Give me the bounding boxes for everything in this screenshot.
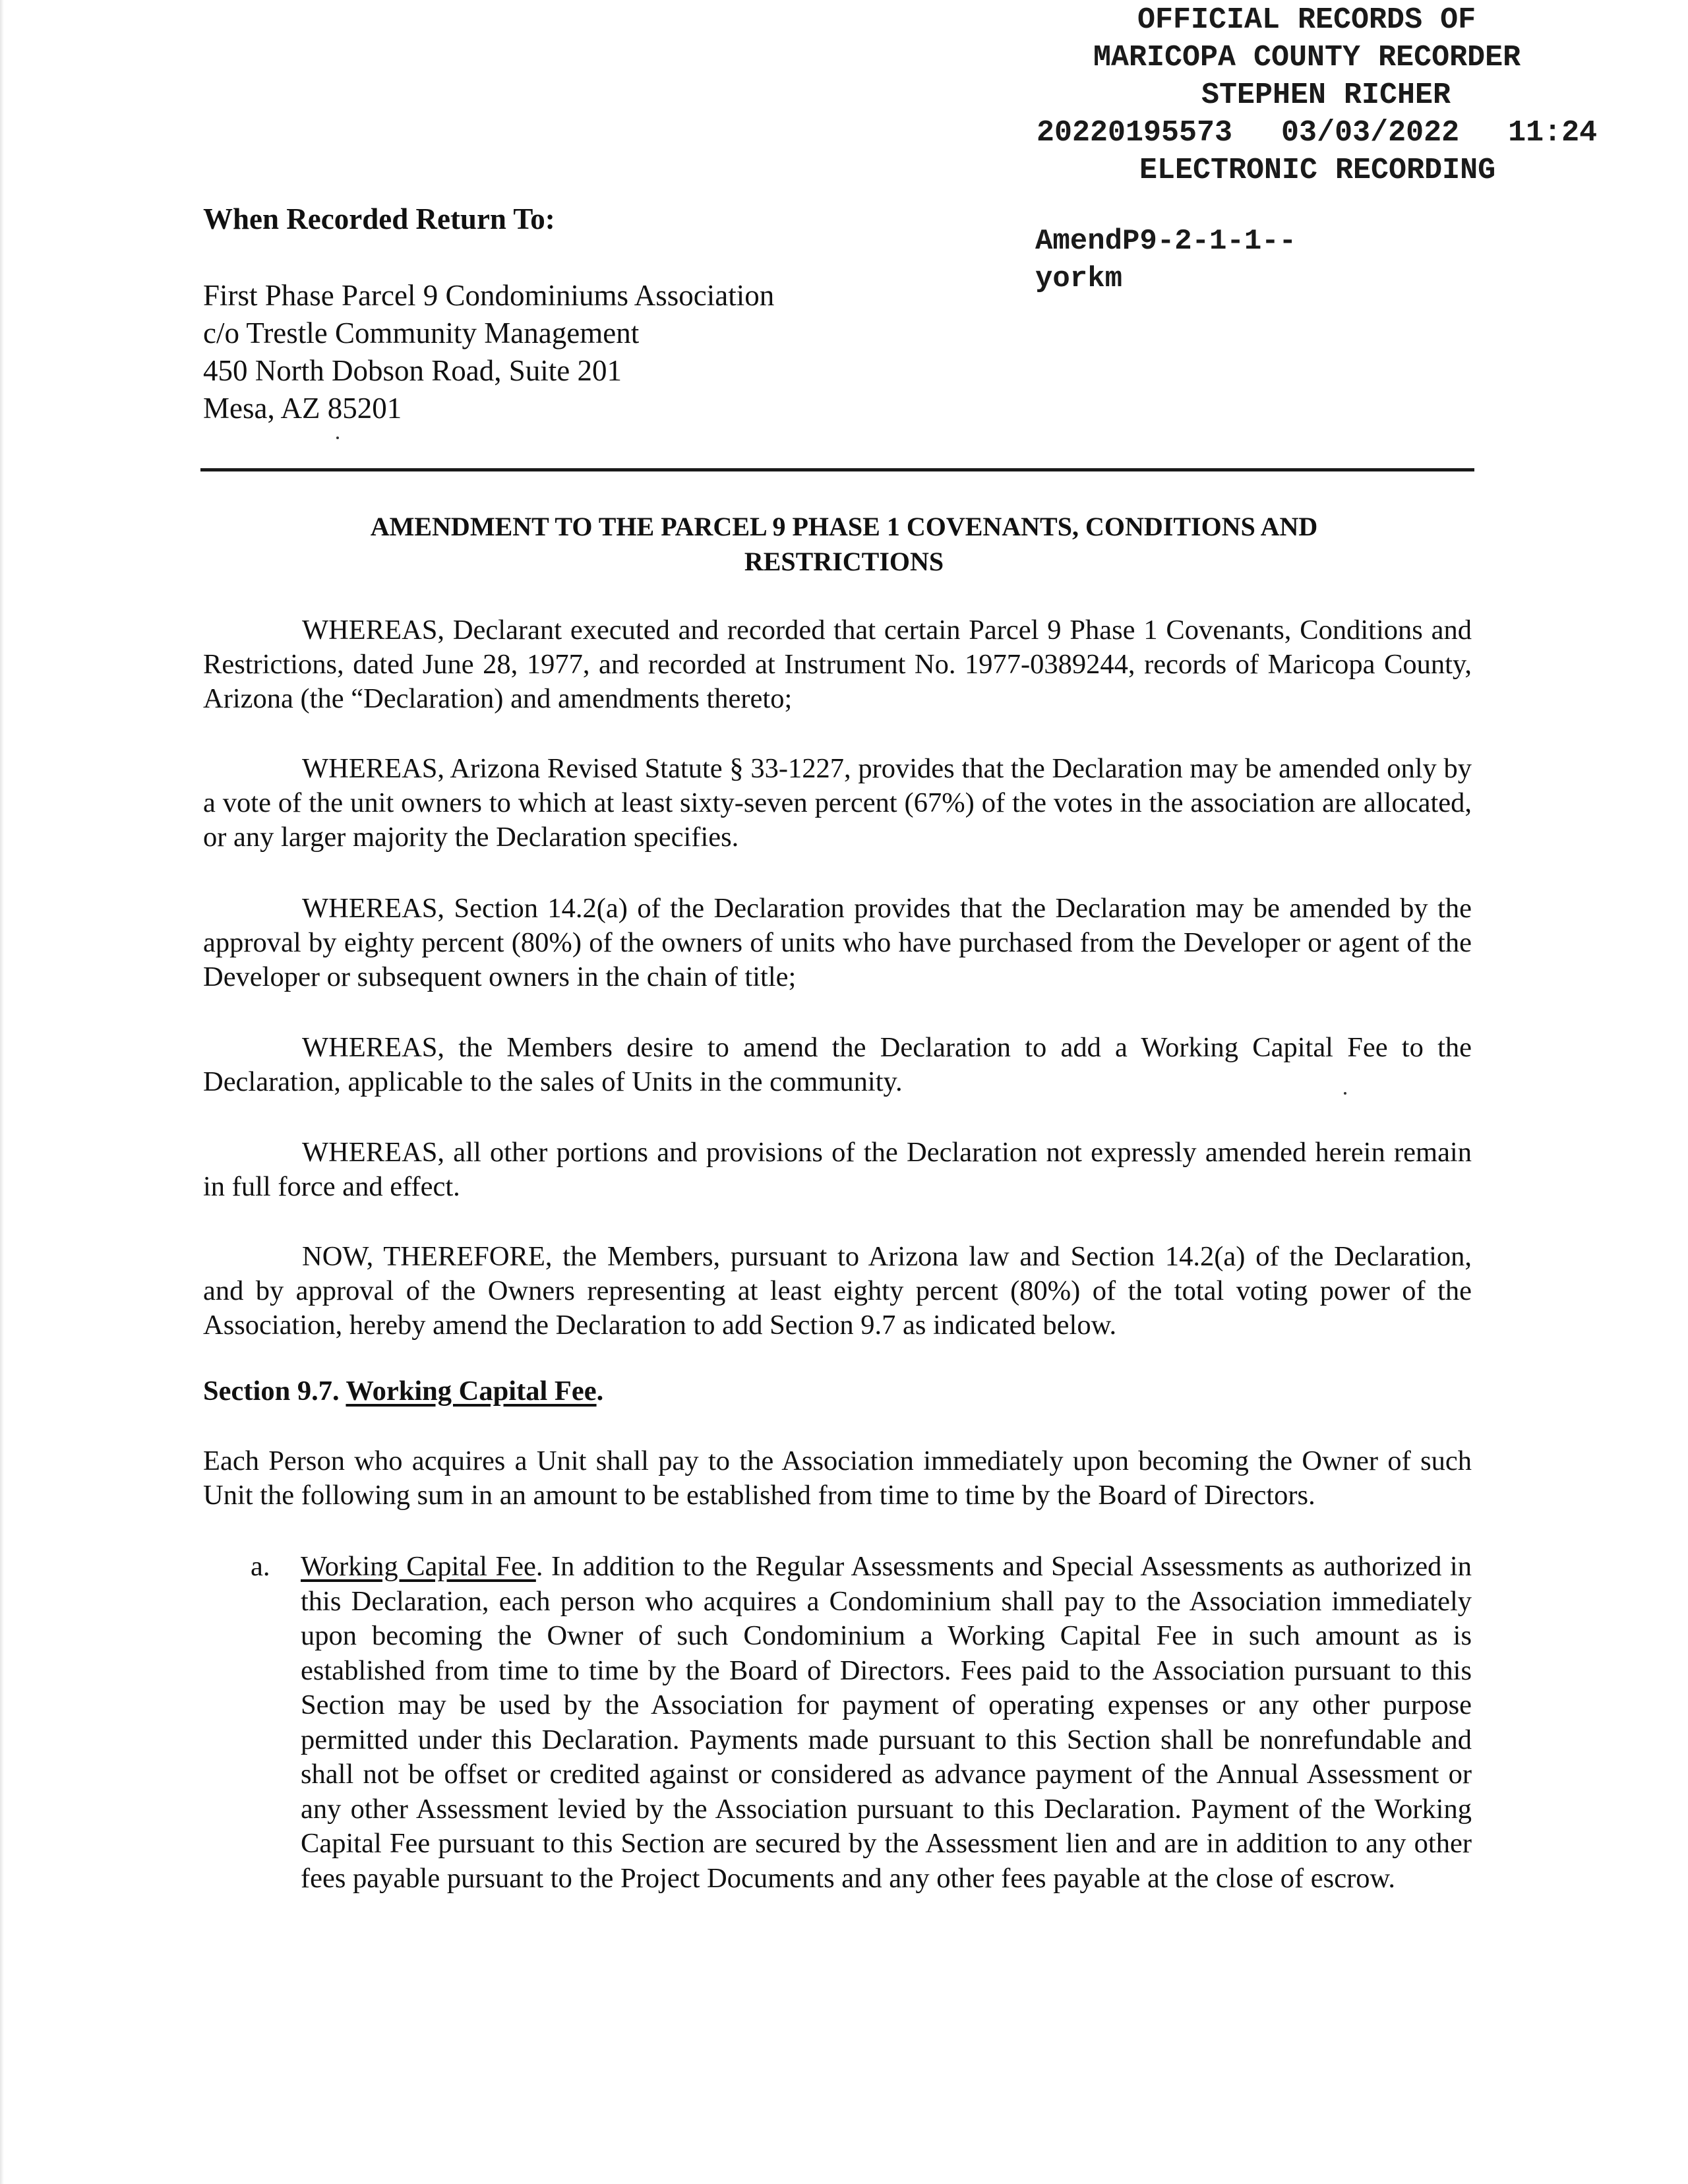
document-code-line: AmendP9-2-1-1-- [1035,225,1297,258]
document-code [1035,223,1296,298]
recorder-stamp [1015,1,1675,189]
list-item-label: a. [251,1551,270,1582]
list-item-body [301,1550,1472,1896]
paragraph-text: WHEREAS, Section 14.2(a) of the Declaration provides that the Declaration may be amended by the approval by eighty percent (80%) of the owners of units who have purchased from the Developer or agent of the Developer or subsequent owners in the chain of title; [203,893,1472,992]
section-intro [203,1444,1472,1513]
section-heading [203,1375,603,1407]
return-to-heading: When Recorded Return To: [203,202,555,235]
stamp-line: OFFICIAL RECORDS OF [1137,3,1476,37]
address-line: Mesa, AZ 85201 [203,392,402,425]
scan-speck [1344,1092,1346,1095]
paragraph-text: WHEREAS, all other portions and provisions of the Declaration not expressly amended herein remain in full force and effect. [203,1137,1472,1202]
return-address [203,277,774,427]
paragraph-text: NOW, THEREFORE, the Members, pursuant to Arizona law and Section 14.2(a) of the Declaration, and by approval of the Owners representing at least eighty percent (80%) of the total voting power of the Association, hereby amend the Declaration to add Section 9.7 as indicated below. [203,1241,1472,1341]
list-item-text: . In addition to the Regular Assessments and Special Assessments as authorized in this Declaration, each person who acquires a Condominium shall pay to the Association immediately upon becoming the Owner of such Condominium a Working Capital Fee in such amount as is established from time to time by the Board of Directors. Fees paid to the Association pursuant to this Section may be used by the Association for payment of operating expenses or any other purpose permitted under this Declaration. Payments made pursuant to this Section shall be nonrefundable and shall not be offset or credited against or considered as advance payment of the Annual Assessment or any other Assessment levied by the Association pursuant to this Declaration. Payment of the Working Capital Fee pursuant to this Section are secured by the Assessment lien and are in addition to any other fees payable pursuant to the Project Documents and any other fees payable at the close of escrow. [301,1551,1472,1894]
recital-paragraph [203,1136,1472,1204]
scan-edge [0,0,4,2184]
stamp-line: ELECTRONIC RECORDING [1139,154,1496,187]
recital-paragraph [203,613,1472,716]
address-line: c/o Trestle Community Management [203,317,640,349]
resolution-paragraph [203,1240,1472,1343]
paragraph-text: Each Person who acquires a Unit shall pay to the Association immediately upon becoming the Owner of such Unit the following sum in an amount to be established from time to time by the Board of Directors. [203,1445,1472,1511]
stamp-line: 20220195573 03/03/2022 11:24 [1037,116,1598,150]
stamp-line: STEPHEN RICHER [1201,78,1451,112]
paragraph-text: WHEREAS, Declarant executed and recorded that certain Parcel 9 Phase 1 Covenants, Conditions and Restrictions, dated June 28, 1977, and recorded at Instrument No. 1977-0389244, records of Maricopa County, Arizona (the “Declaration) and amendments thereto; [203,615,1472,714]
title-line: AMENDMENT TO THE PARCEL 9 PHASE 1 COVENANTS, CONDITIONS AND [370,512,1318,541]
list-item [251,1550,1472,1896]
stamp-line: MARICOPA COUNTY RECORDER [1093,41,1521,75]
document-title [218,509,1470,579]
document-code-line: yorkm [1035,262,1123,295]
section-number: Section 9.7. [203,1376,340,1407]
list-item-title: Working Capital Fee [301,1551,536,1582]
divider-rule [200,468,1474,471]
section-title: Working Capital Fee [346,1376,597,1407]
section-period: . [596,1376,604,1407]
recital-paragraph [203,752,1472,855]
title-line: RESTRICTIONS [744,547,944,576]
recital-paragraph [203,892,1472,994]
recital-paragraph [203,1031,1472,1099]
scan-speck [336,437,339,439]
paragraph-text: WHEREAS, the Members desire to amend the Declaration to add a Working Capital Fee to the Declaration, applicable to the sales of Units in the community. [203,1032,1472,1097]
address-line: First Phase Parcel 9 Condominiums Association [203,279,775,312]
paragraph-text: WHEREAS, Arizona Revised Statute § 33-1227, provides that the Declaration may be amended only by a vote of the unit owners to which at least sixty-seven percent (67%) of the votes in the association are allocated, or any larger majority the Declaration specifies. [203,753,1472,853]
address-line: 450 North Dobson Road, Suite 201 [203,354,622,387]
